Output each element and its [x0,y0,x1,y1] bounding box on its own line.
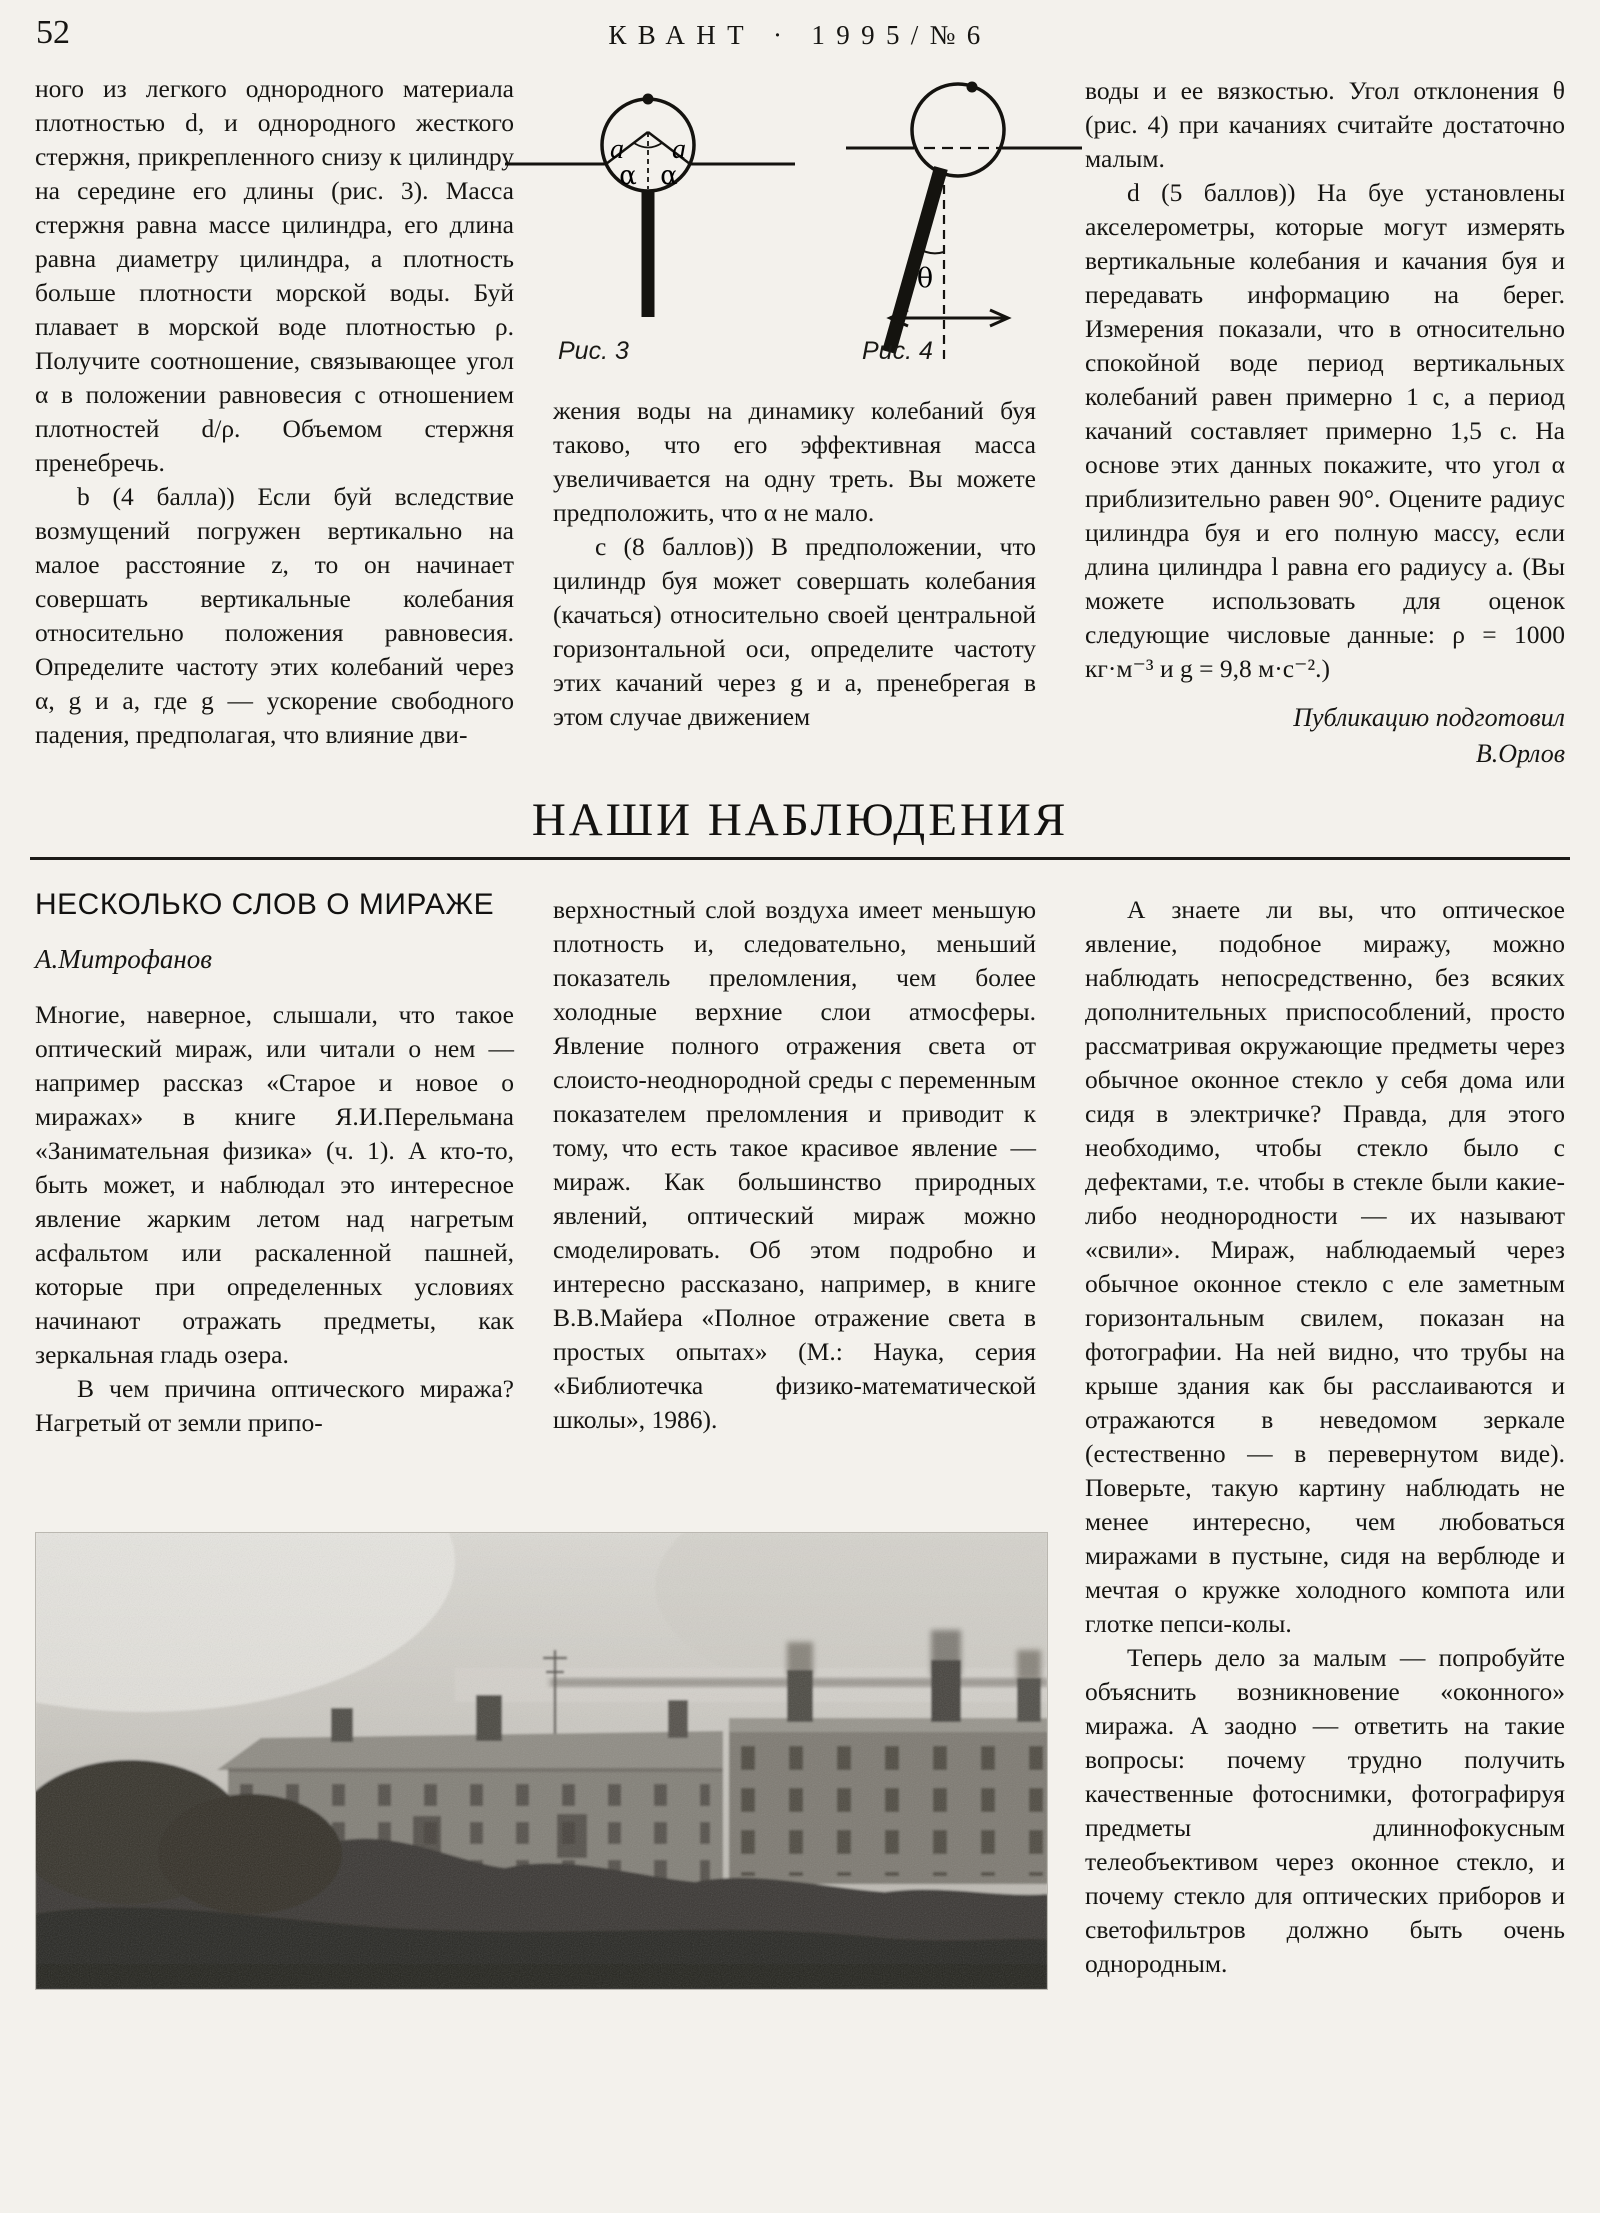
mirage-photo [35,1532,1048,1990]
article-column-1 [35,998,514,1440]
article-author: А.Митрофанов [35,944,213,974]
mirage-photo-image [35,1532,1048,1990]
figure-3-caption: Рис. 3 [558,337,629,365]
angle-label-alpha: α [619,161,637,191]
byline [1085,700,1565,772]
film-grain-overlay [35,1532,1048,1990]
rod [642,190,655,317]
problem-paragraph: ного из легкого однородного материала плотностью d, и однородного жесткого стержня, прикрепленного снизу к цилиндру на середине его длины (рис. 3). Масса стержня равна массе цилиндра, его длина равна диаметру цилиндра, а плотность больше плотности морской воды. Буй плавает в морской воде плотностью ρ. Получите соотношение, связывающее угол α в положении равновесия с отношением плотностей d/ρ. Объемом стержня пренебречь. [35,74,514,477]
buoy-cylinder-circle [912,84,1004,176]
problem-column-2 [553,394,1036,734]
problem-paragraph: воды и ее вязкостью. Угол отклонения θ (рис. 4) при качаниях считайте достаточно малым. [1085,76,1565,173]
figure-4-diagram [840,55,1090,385]
article-paragraph: А знаете ли вы, что оптическое явление, подобное миражу, можно наблюдать непосредственно, без всяких дополнительных приспособлений, просто рассматривая окружающие предметы через обычное оконное стекло у себя дома или сидя в электричке? Правда, для этого необходимо, чтобы стекло было с дефектами, т.е. чтобы в стекле были какие-либо неоднородности — их называют «свили». Мираж, наблюдаемый через обычное оконное стекло с еле заметным горизонтальным свилем, показан на фотографии. На ней видно, что трубы на крыше здания как бы расслаиваются и отражаются в неведомом зеркале (естественно — в перевернутом виде). Поверьте, такую картину наблюдать не менее интересно, чем любоваться миражами в пустыне, сидя на верблюде и мечтая о кружке холодного компота или глотке пепси-колы. [1085,895,1565,1638]
byline-author: В.Орлов [1475,739,1565,768]
article-paragraph: Многие, наверное, слышали, что такое оптический мираж, или читали о нем — например рассказ «Старое и новое о миражах» в книге Я.И.Перельмана «Занимательная физика» (ч. 1). А кто-то, быть может, и наблюдал это интересное явление жарким летом над нагретым асфальтом или раскаленной пашней, которые при определенных условиях начинают отражать предметы, как зеркальная гладь озера. [35,1000,514,1369]
radius-label-a: a [610,134,624,165]
problem-column-1 [35,72,514,752]
article-column-2 [553,893,1036,1437]
top-point-dot [643,94,654,105]
top-point-dot [967,82,978,93]
tilted-rod [889,168,941,352]
figure-4-caption: Рис. 4 [862,337,933,365]
byline-prepared-by: Публикацию подготовил [1293,703,1565,732]
problem-paragraph-b: b (4 балла)) Если буй вследствие возмущений погружен вертикально на малое расстояние z, то он начинает совершать вертикальные колебания относительно положения равновесия. Определите частоту этих колебаний через α, g и a, где g — ускорение свободного падения, предполагая, что влияние дви- [35,482,514,749]
journal-header: КВАНТ · 1995/№6 [608,20,992,50]
article-paragraph: В чем причина оптического миража? Нагретый от земли припо- [35,1374,514,1437]
article-paragraph: Теперь дело за малым — попробуйте объяснить возникновение «оконного» миража. А заодно — ответить на такие вопросы: почему трудно получить качественные фотоснимки, фотографируя предметы длиннофокусным телеобъективом через оконное стекло, и почему стекло для оптических приборов и светофильтров должно быть очень однородным. [1085,1643,1565,1978]
angle-label-theta: θ [916,263,934,294]
problem-paragraph-d: d (5 баллов)) На буе установлены акселерометры, которые могут измерять вертикальные колебания и качания буя и передавать информацию на берег. Измерения показали, что в относительно спокойной воде период вертикальных колебаний равен примерно 1 с, а период качаний составляет примерно 1,5 с. На основе этих данных покажите, что угол α приблизительно равен 90°. Оцените радиус цилиндра буя и его полную массу, если длина цилиндра l равна его радиусу a. (Вы можете использовать для оценок следующие числовые данные: ρ = 1000 кг·м⁻³ и g = 9,8 м·с⁻².) [1085,178,1565,683]
figure-3-diagram [500,55,800,375]
section-rule [30,857,1570,860]
problem-column-3 [1085,74,1565,772]
article-title: НЕСКОЛЬКО СЛОВ О МИРАЖЕ [35,888,495,921]
page-number: 52 [36,14,70,51]
article-paragraph: верхностный слой воздуха имеет меньшую плотность и, следовательно, меньший показатель преломления, чем более холодные верхние слои атмосферы. Явление полного отражения света от слоисто-неоднородной среды с переменным показателем преломления и приводит к тому, что есть такое красивое явление — мираж. Как большинство природных явлений, оптический мираж можно смоделировать. Об этом подробно и интересно рассказано, например, в книге В.В.Майера «Полное отражение света в простых опытах» (М.: Наука, серия «Библиотечка физико-математической школы», 1986). [553,895,1036,1434]
problem-paragraph: жения воды на динамику колебаний буя таково, что его эффективная масса увеличивается на одну треть. Вы можете предположить, что α не мало. [553,396,1036,527]
radius-label-a: a [672,134,686,165]
section-header: НАШИ НАБЛЮДЕНИЯ [531,794,1069,846]
problem-paragraph-c: c (8 баллов)) В предположении, что цилиндр буя может совершать колебания (качаться) относительно своей центральной горизонтальной оси, определите частоту этих качаний через g и a, пренебрегая в этом случае движением [553,532,1036,731]
article-column-3 [1085,893,1565,1981]
angle-label-alpha: α [660,161,678,191]
